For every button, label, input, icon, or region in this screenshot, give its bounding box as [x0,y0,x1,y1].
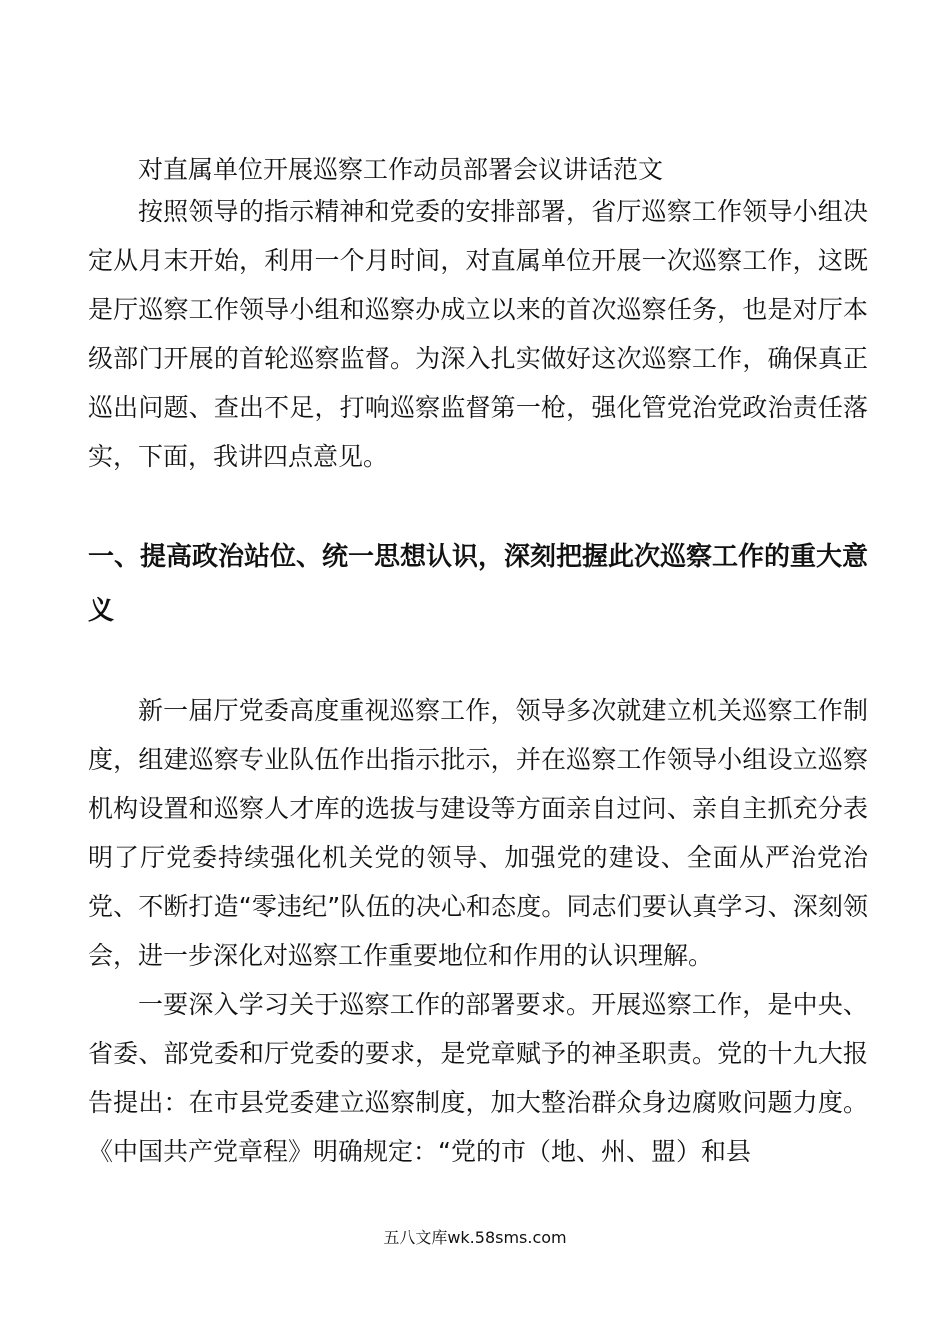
paragraph-point-1: 一要深入学习关于巡察工作的部署要求。开展巡察工作，是中央、省委、部党委和厅党委的要求，是党章赋予的神圣职责。党的十九大报告提出：在市县党委建立巡察制度，加大整治群众身边腐败问题力度。《中国共产党章程》明确规定：“党的市（地、州、盟）和县 [88,990,868,1166]
footer-watermark: 五八文库wk.58sms.com [383,1228,567,1247]
paragraph-intro: 按照领导的指示精神和党委的安排部署，省厅巡察工作领导小组决定从月末开始，利用一个月时间，对直属单位开展一次巡察工作，这既是厅巡察工作领导小组和巡察办成立以来的首次巡察任务，也是对厅本级部门开展的首轮巡察监督。为深入扎实做好这次巡察工作，确保真正巡出问题、查出不足，打响巡察监督第一枪，强化管党治党政治责任落实，下面，我讲四点意见。 [88,197,868,471]
paragraph-section-1: 新一届厅党委高度重视巡察工作，领导多次就建立机关巡察工作制度，组建巡察专业队伍作出指示批示，并在巡察工作领导小组设立巡察机构设置和巡察人才库的选拔与建设等方面亲自过问、亲自主抓充分表明了厅党委持续强化机关党的领导、加强党的建设、全面从严治党治党、不断打造“零违纪”队伍的决心和态度。同志们要认真学习、深刻领会，进一步深化对巡察工作重要地位和作用的认识理解。 [88,696,868,970]
section-heading-1: 一、提高政治站位、统一思想认识，深刻把握此次巡察工作的重大意义 [88,542,869,626]
document-title: 对直属单位开展巡察工作动员部署会议讲话范文 [138,155,664,184]
